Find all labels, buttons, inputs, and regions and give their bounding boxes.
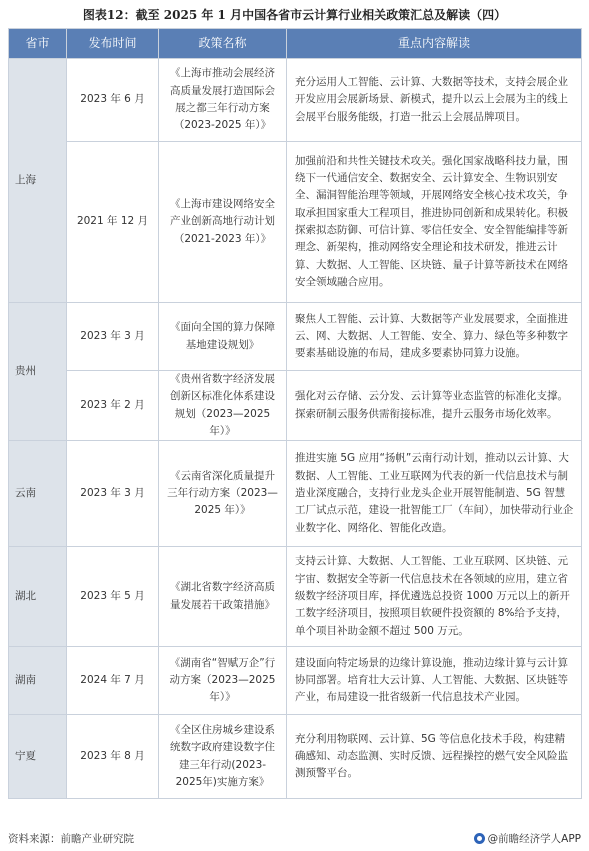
province-cell: 贵州 [9, 303, 67, 441]
table-row [9, 715, 582, 799]
table-row [9, 547, 582, 647]
qianzhan-logo-icon [474, 833, 485, 844]
policy-cell: 《湖北省数字经济高质量发展若干政策措施》 [159, 547, 287, 647]
brand-text: @前瞻经济学人APP [487, 833, 581, 845]
date-cell: 2023 年 8 月 [67, 715, 159, 799]
date-cell: 2023 年 6 月 [67, 59, 159, 142]
content-cell: 加强前沿和共性关键技术攻关。强化国家战略科技力量，围绕下一代通信安全、数据安全、云计算安全、生物识别安全、漏洞智能治理等领域，开展网络安全核心技术攻关，争取承担国家重大工程项目，推进协同创新和成果转化。积极探索拟态防御、可信计算、零信任安全、安全智能编排等新理念、新架构，推动网络安全理论和技术研发，推进云计算、大数据、人工智能、区块链、量子计算等新技术在网络安全领域融合应用。 [287, 142, 582, 303]
table-row [9, 647, 582, 715]
table-row [9, 303, 582, 371]
province-cell: 宁夏 [9, 715, 67, 799]
content-cell: 聚焦人工智能、云计算、大数据等产业发展要求，全面推进云、网、大数据、人工智能、安全、算力、绿色等多种数字要素基础设施的布局，建成多要素协同算力设施。 [287, 303, 582, 371]
table-row [9, 441, 582, 547]
content-cell: 充分运用人工智能、云计算、大数据等技术，支持会展企业开发应用会展新场景、新模式，提升以云上会展为主的线上会展平台服务能级，打造一批云上会展品牌项目。 [287, 59, 582, 142]
content-cell: 强化对云存储、云分发、云计算等业态监管的标准化支撑。探索研制云服务供需衔接标准，提升云服务市场化效率。 [287, 371, 582, 441]
province-cell: 上海 [9, 59, 67, 303]
policy-table [8, 28, 582, 799]
policy-cell: 《上海市建设网络安全产业创新高地行动计划（2021-2023 年）》 [159, 142, 287, 303]
province-cell: 湖北 [9, 547, 67, 647]
date-cell: 2023 年 3 月 [67, 303, 159, 371]
policy-cell: 《面向全国的算力保障基地建设规划》 [159, 303, 287, 371]
table-title: 图表12：截至 2025 年 1 月中国各省市云计算行业相关政策汇总及解读（四） [82, 8, 507, 22]
header-date: 发布时间 [67, 29, 159, 59]
policy-cell: 《上海市推动会展经济高质量发展打造国际会展之都三年行动方案（2023-2025 年）》 [159, 59, 287, 142]
table-row [9, 142, 582, 303]
date-cell: 2023 年 3 月 [67, 441, 159, 547]
date-cell: 2023 年 2 月 [67, 371, 159, 441]
content-cell: 充分利用物联网、云计算、5G 等信息化技术手段，构建精确感知、动态监测、实时反馈、远程操控的燃气安全风险监测预警平台。 [287, 715, 582, 799]
content-cell: 建设面向特定场景的边缘计算设施，推动边缘计算与云计算协同部署。培育壮大云计算、人工智能、大数据、区块链等产业，布局建设一批省级新一代信息技术产业园。 [287, 647, 582, 715]
header-content: 重点内容解读 [287, 29, 582, 59]
content-cell: 推进实施 5G 应用“扬帆”云南行动计划，推动以云计算、大数据、人工智能、工业互联网为代表的新一代信息技术与制造业深度融合，支持行业龙头企业开展智能制造、5G 智慧工厂试点示范，建设一批智能工厂（车间），加快带动行业企业数字化、网络化、智能化改造。 [287, 441, 582, 547]
date-cell: 2024 年 7 月 [67, 647, 159, 715]
policy-cell: 《全区住房城乡建设系统数字政府建设数字住建三年行动(2023-2025年)实施方案》 [159, 715, 287, 799]
table-row [9, 59, 582, 142]
province-cell: 湖南 [9, 647, 67, 715]
province-cell: 云南 [9, 441, 67, 547]
policy-cell: 《贵州省数字经济发展创新区标准化体系建设规划（2023—2025 年）》 [159, 371, 287, 441]
date-cell: 2023 年 5 月 [67, 547, 159, 647]
header-policy: 政策名称 [159, 29, 287, 59]
source-note: 资料来源：前瞻产业研究院 [8, 833, 134, 845]
content-cell: 支持云计算、大数据、人工智能、工业互联网、区块链、元宇宙、数据安全等新一代信息技术在各领域的应用，建立省级数字经济项目库，择优遴选总投资 1000 万元以上的新开工数字经济项目，按照项目软硬件投资额的 8%给予支持，单个项目补助金额不超过 500 万元。 [287, 547, 582, 647]
table-row [9, 371, 582, 441]
date-cell: 2021 年 12 月 [67, 142, 159, 303]
brand-credit [474, 831, 581, 846]
policy-cell: 《云南省深化质量提升三年行动方案（2023—2025 年）》 [159, 441, 287, 547]
header-province: 省市 [9, 29, 67, 59]
table-header-row [9, 29, 582, 59]
policy-cell: 《湖南省“智赋万企”行动方案（2023—2025 年）》 [159, 647, 287, 715]
